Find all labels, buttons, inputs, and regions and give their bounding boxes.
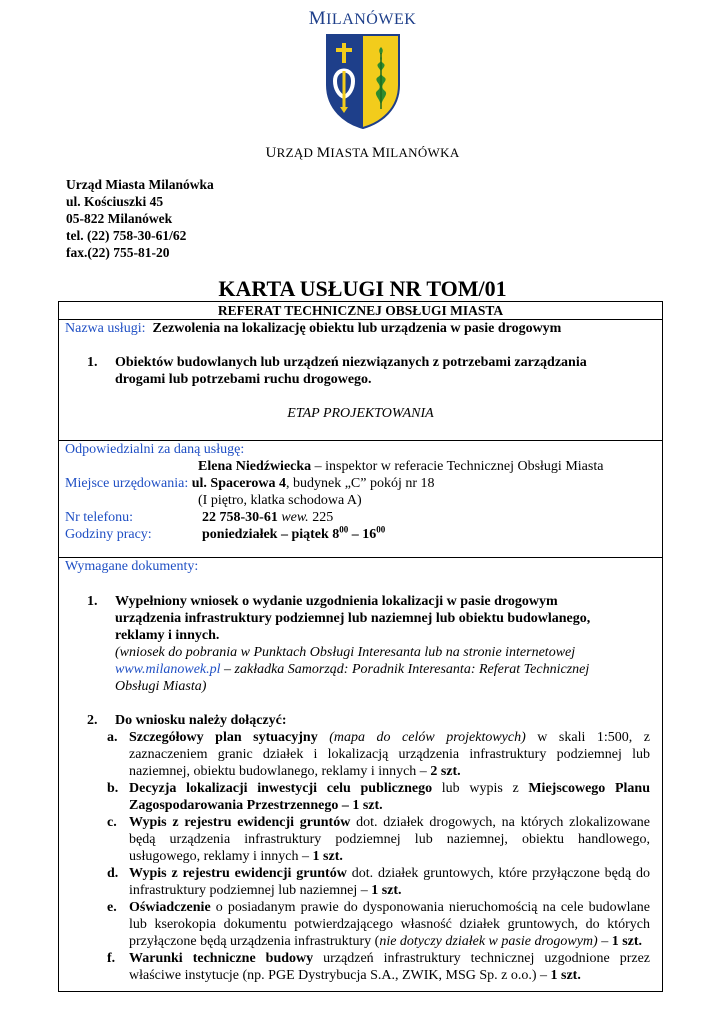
sub-item-b: b. Decyzja lokalizacji inwestycji celu publicznego lub wypis z Miejscowego Planu Zagospodarowania Przestrzennego – 1 szt. xyxy=(107,781,650,813)
hours-label: Godziny pracy: xyxy=(65,527,152,542)
responsible-person-line xyxy=(65,458,656,475)
responsible-person: Elena Niedźwiecka xyxy=(198,459,312,474)
stage-label: ETAP PROJEKTOWANIA xyxy=(287,406,434,421)
service-name: Zezwolenia na lokalizację obiektu lub urządzenia w pasie drogowym xyxy=(152,321,562,336)
place-line xyxy=(65,475,656,492)
logo xyxy=(0,10,725,129)
card-title: KARTA USŁUGI NR TOM/01 xyxy=(218,276,507,301)
place-floor: (I piętro, klatka schodowa A) xyxy=(198,493,362,508)
sub-letter: b. xyxy=(107,781,119,796)
address-phone: tel. (22) 758-30-61/62 xyxy=(66,228,187,243)
office-title: URZĄD MIASTA MILANÓWKA xyxy=(265,145,460,161)
sub-letter: c. xyxy=(107,815,117,830)
service-item-text: Obiektów budowlanych lub urządzeń niezwiązanych z potrzebami zarządzania drogami lub potrzebami ruchu drogowego. xyxy=(115,355,587,387)
service-label: Nazwa usługi: xyxy=(65,321,146,336)
responsible-section xyxy=(59,441,662,558)
phone-ext-label: wew. xyxy=(277,510,309,525)
place-building: , budynek „C” pokój nr 18 xyxy=(285,476,435,491)
department-header: REFERAT TECHNICZNEJ OBSŁUGI MIASTA xyxy=(59,302,662,320)
place-street: ul. Spacerowa 4 xyxy=(188,476,286,491)
documents-label: Wymagane dokumenty: xyxy=(65,559,199,574)
document-item-1 xyxy=(65,593,656,695)
phone-ext: 225 xyxy=(308,510,334,525)
service-card-table xyxy=(58,301,663,992)
hours-line xyxy=(65,526,656,543)
responsible-role: – inspektor w referacie Technicznej Obsługi Miasta xyxy=(311,459,604,474)
sub-item-e: e. Oświadczenie o posiadanym prawie do dysponowania nieruchomością na cele budowlane lub kserokopia dokumentu potwierdzającego własność działek gruntowych, do których przyłączone będą urządzenia infrastruktury (nie dotyczy działek w pasie drogowym) – 1 szt. xyxy=(107,900,650,949)
address-line: ul. Kościuszki 45 xyxy=(66,194,164,209)
sub-letter: f. xyxy=(107,951,116,966)
document-item-2 xyxy=(65,712,656,729)
address-line: 05-822 Milanówek xyxy=(66,211,173,226)
phone-label: Nr telefonu: xyxy=(65,510,134,525)
office-address xyxy=(66,176,214,261)
sub-letter: e. xyxy=(107,900,117,915)
place-label: Miejsce urzędowania: xyxy=(65,476,189,491)
document-item-note: (wniosek do pobrania w Punktach Obsługi Interesanta lub na stronie internetowej www.milanowek.pl – zakładka Samorząd: Poradnik Interesanta: Referat Technicznej Obsługi Miasta) xyxy=(115,645,590,694)
document-item-text: Do wniosku należy dołączyć: xyxy=(115,713,287,728)
documents-section xyxy=(59,558,662,984)
service-section xyxy=(59,320,662,441)
sub-letter: a. xyxy=(107,730,118,745)
phone-number: 22 758-30-61 xyxy=(202,510,278,525)
logo-title: MILANÓWEK xyxy=(308,8,417,29)
sub-item-c: c. Wypis z rejestru ewidencji gruntów dot. działek drogowych, na których zlokalizowane będą urządzenia infrastruktury podziemnej lub naziemnej, obiektu handlowego, usługowego, reklamy i innych – 1 szt. xyxy=(107,815,651,864)
website-link[interactable]: www.milanowek.pl xyxy=(115,662,221,677)
list-number: 1. xyxy=(87,355,98,370)
sub-item-a: a. Szczegółowy plan sytuacyjny (mapa do celów projektowych) w skali 1:500, z zaznaczeniem granic działek i lokalizacją urządzenia infrastruktury podziemnej lub naziemnej, obiektu budowlanego, reklamy i innych – 2 szt. xyxy=(107,730,650,779)
address-fax: fax.(22) 755-81-20 xyxy=(66,245,170,260)
responsible-label: Odpowiedzialni za daną usługę: xyxy=(65,442,245,457)
service-item xyxy=(65,354,656,388)
sub-letter: d. xyxy=(107,866,119,881)
coat-of-arms-icon xyxy=(325,33,401,129)
sub-item-f: f. Warunki techniczne budowy urządzeń infrastruktury technicznej uzgodnione przez właściwe instytucje (np. PGE Dystrybucja S.A., ZWIK, MSG Sp. z o.o.) – 1 szt. xyxy=(107,951,650,983)
phone-line xyxy=(65,509,656,526)
hours-value: poniedziałek – piątek $8^{00} - 16^{00}$ xyxy=(202,524,386,542)
document-item-text: Wypełniony wniosek o wydanie uzgodnienia lokalizacji w pasie drogowym urządzenia infrastruktury podziemnej lub naziemnej lub obiektu budowlanego, reklamy i innych. xyxy=(115,594,591,643)
list-number: 1. xyxy=(87,594,98,609)
address-line: Urząd Miasta Milanówka xyxy=(66,177,214,192)
service-name-line xyxy=(65,320,656,337)
sub-item-d: d. Wypis z rejestru ewidencji gruntów dot. działek gruntowych, które przyłączone będą do infrastruktury podziemnej lub naziemnej – 1 szt. xyxy=(107,866,650,898)
list-number: 2. xyxy=(87,713,98,728)
